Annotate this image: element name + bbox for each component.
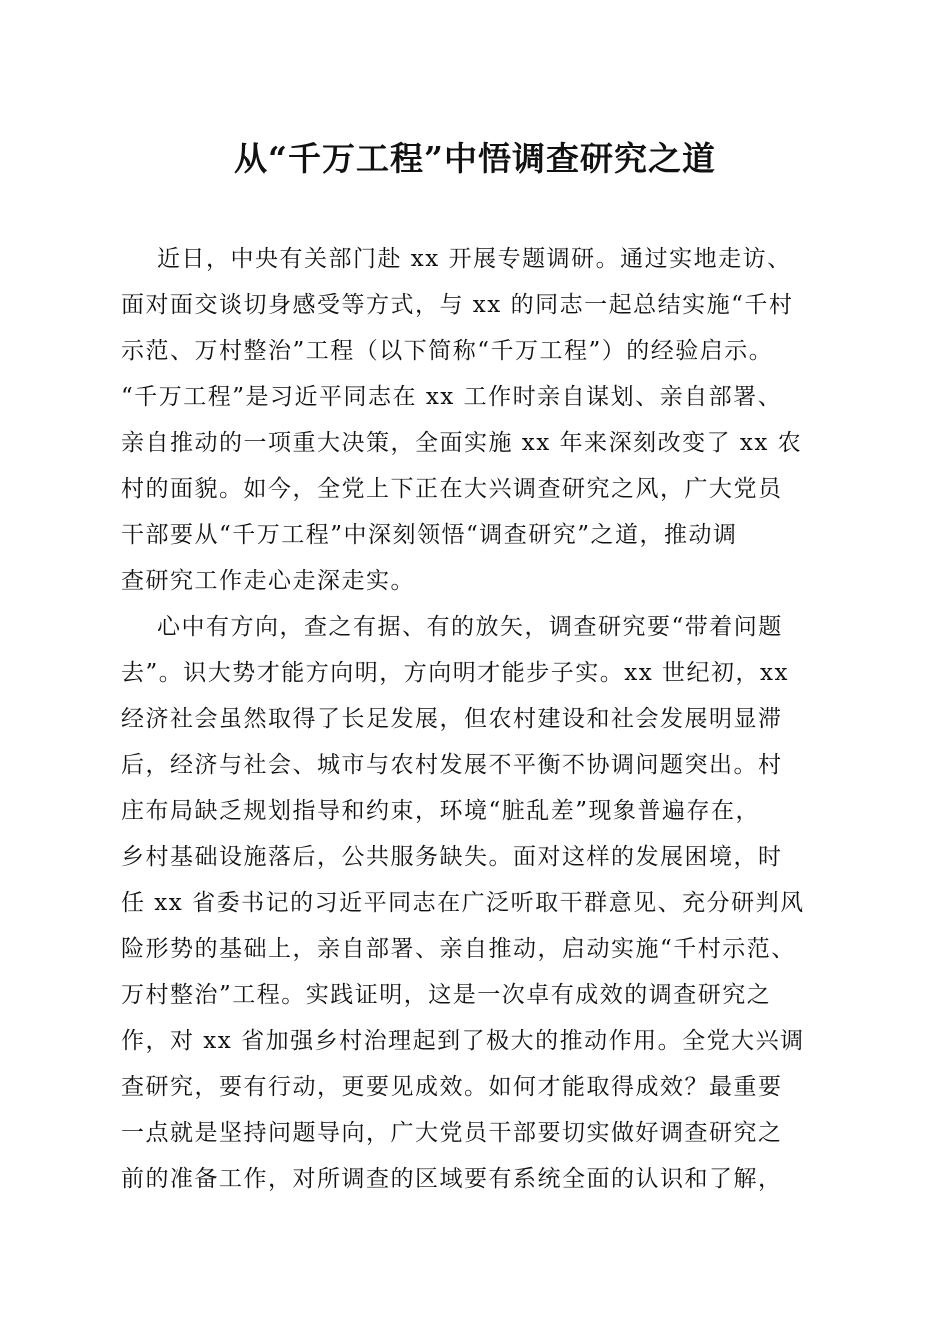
paragraph-1-line-8: 查研究工作走心走深走实。 — [121, 568, 415, 594]
paragraph-2-line-1: 心中有方向，查之有据、有的放矢，调查研究要“带着问题 — [157, 614, 783, 640]
paragraph-2-line-13: 前的准备工作，对所调查的区域要有系统全面的认识和了解， — [121, 1166, 783, 1192]
paragraph-1-line-2: 面对面交谈切身感受等方式，与 xx 的同志一起总结实施“千村 — [121, 292, 794, 318]
document-title: 从“千万工程”中悟调查研究之道 — [234, 139, 716, 178]
paragraph-1-line-6: 村的面貌。如今，全党上下正在大兴调查研究之风，广大党员 — [121, 476, 783, 502]
paragraph-2-line-12: 一点就是坚持问题导向，广大党员干部要切实做好调查研究之 — [121, 1120, 783, 1146]
paragraph-1-line-3: 示范、万村整治”工程（以下简称“千万工程”）的经验启示。 — [121, 338, 774, 364]
paragraph-1-line-5: 亲自推动的一项重大决策，全面实施 xx 年来深刻改变了 xx 农 — [121, 430, 803, 456]
paragraph-2-line-10: 作，对 xx 省加强乡村治理起到了极大的推动作用。全党大兴调 — [121, 1028, 805, 1054]
paragraph-2-line-6: 乡村基础设施落后，公共服务缺失。面对这样的发展困境，时 — [121, 844, 783, 870]
paragraph-2-line-9: 万村整治”工程。实践证明，这是一次卓有成效的调查研究之 — [121, 982, 772, 1008]
document-body — [121, 236, 841, 1202]
paragraph-2-line-2: 去”。识大势才能方向明，方向明才能步子实。xx 世纪初，xx — [121, 660, 789, 686]
paragraph-2-line-3: 经济社会虽然取得了长足发展，但农村建设和社会发展明显滞 — [121, 706, 783, 732]
paragraph-1-line-1: 近日，中央有关部门赴 xx 开展专题调研。通过实地走访、 — [157, 246, 792, 272]
paragraph-1-line-7: 干部要从“千万工程”中深刻领悟“调查研究”之道，推动调 — [121, 522, 738, 548]
paragraph-1-line-4: “千万工程”是习近平同志在 xx 工作时亲自谋划、亲自部署、 — [121, 384, 783, 410]
paragraph-2-line-11: 查研究，要有行动，更要见成效。如何才能取得成效？最重要 — [121, 1074, 783, 1100]
paragraph-2-line-8: 险形势的基础上，亲自部署、亲自推动，启动实施“千村示范、 — [121, 936, 796, 962]
paragraph-2-line-5: 庄布局缺乏规划指导和约束，环境“脏乱差”现象普遍存在， — [121, 798, 761, 824]
paragraph-2-line-7: 任 xx 省委书记的习近平同志在广泛听取干群意见、充分研判风 — [121, 890, 805, 916]
paragraph-2-line-4: 后，经济与社会、城市与农村发展不平衡不协调问题突出。村 — [121, 752, 783, 778]
